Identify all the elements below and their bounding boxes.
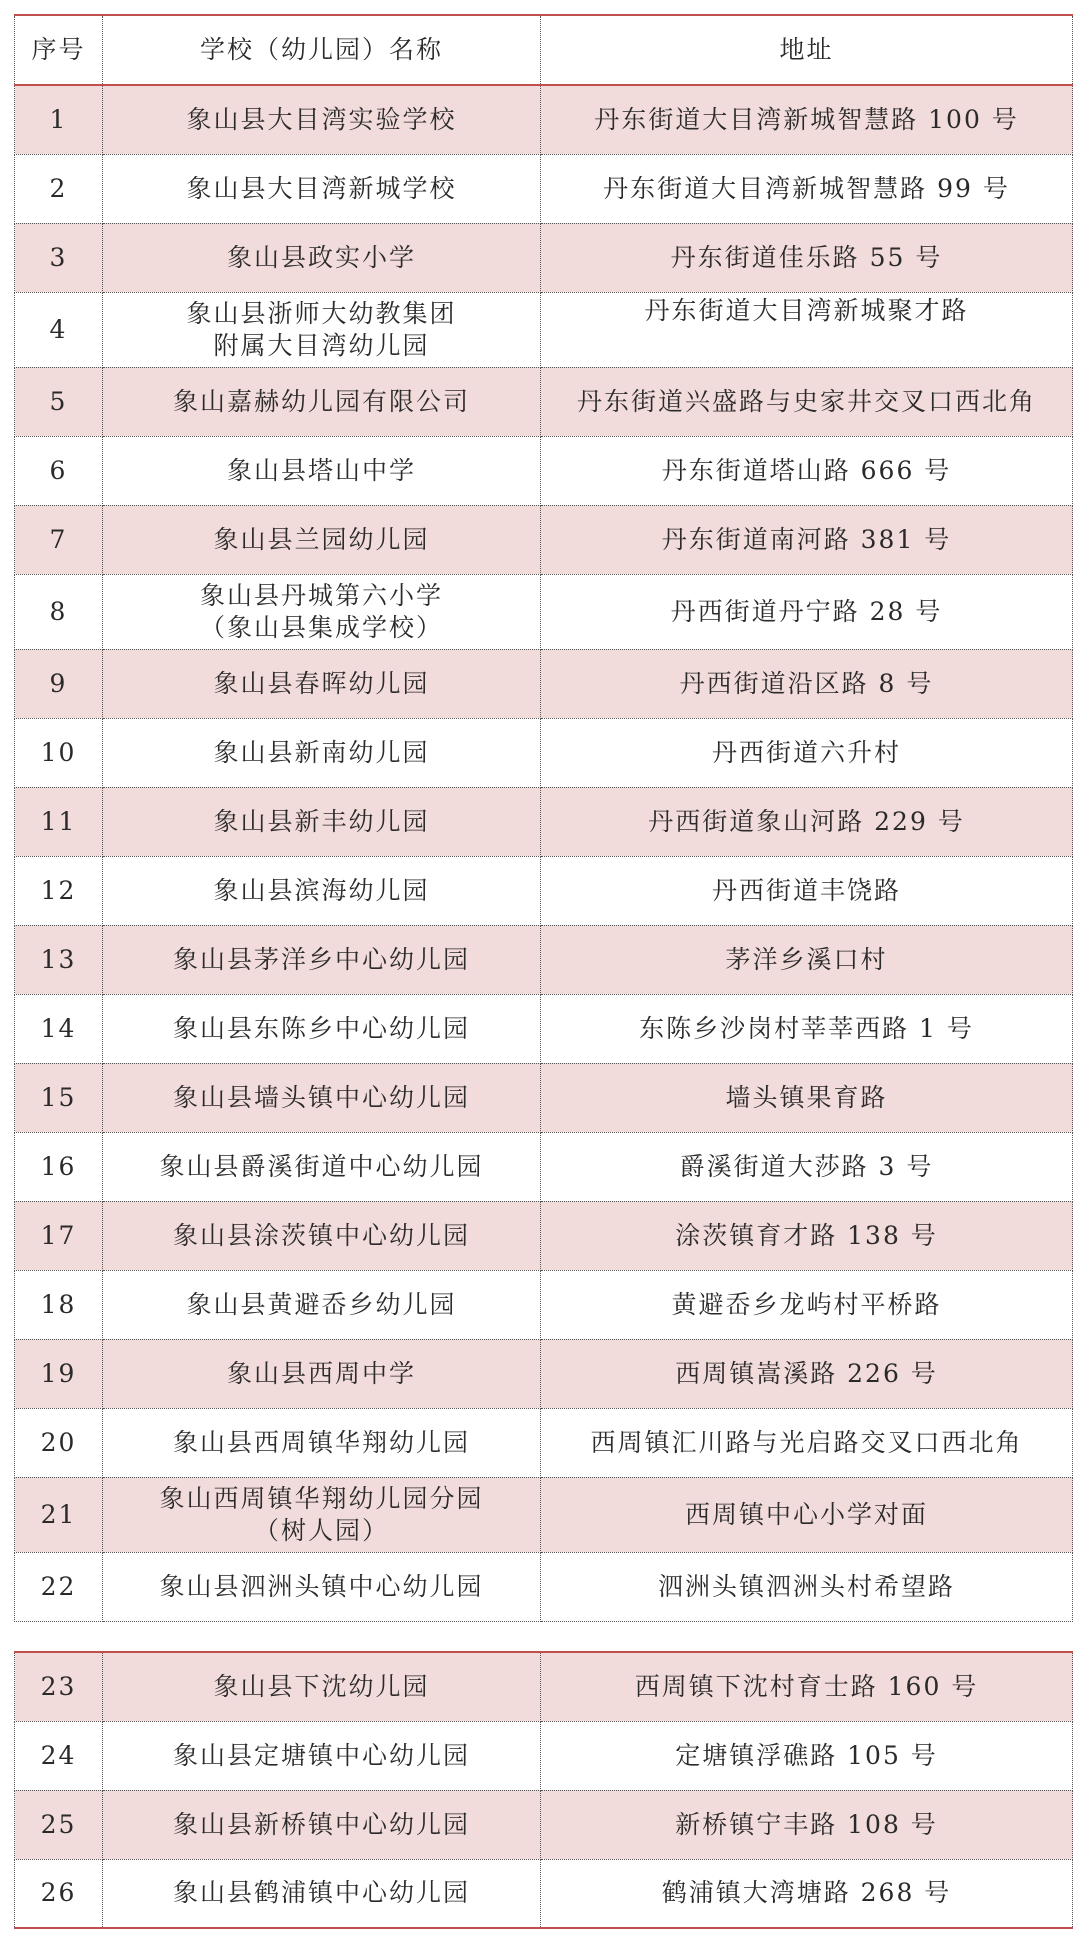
cell-address: 东陈乡沙岗村莘莘西路 1 号 xyxy=(541,994,1073,1063)
cell-no: 5 xyxy=(15,367,103,436)
cell-no: 2 xyxy=(15,154,103,223)
cell-address: 西周镇汇川路与光启路交叉口西北角 xyxy=(541,1408,1073,1477)
cell-no: 13 xyxy=(15,925,103,994)
table-row xyxy=(15,787,1073,856)
cell-no: 19 xyxy=(15,1339,103,1408)
cell-no: 20 xyxy=(15,1408,103,1477)
table-row xyxy=(15,1859,1073,1928)
cell-no: 23 xyxy=(15,1652,103,1721)
cell-name: 象山县黄避岙乡幼儿园 xyxy=(103,1270,541,1339)
cell-name: 象山县塔山中学 xyxy=(103,436,541,505)
cell-name-line: 附属大目湾幼儿园 xyxy=(213,330,430,360)
cell-address: 丹东街道兴盛路与史家井交叉口西北角 xyxy=(541,367,1073,436)
cell-name: 象山县春晖幼儿园 xyxy=(103,649,541,718)
cell-address: 茅洋乡溪口村 xyxy=(541,925,1073,994)
table-row xyxy=(15,1408,1073,1477)
table-row xyxy=(15,994,1073,1063)
cell-address: 墙头镇果育路 xyxy=(541,1063,1073,1132)
cell-no: 14 xyxy=(15,994,103,1063)
cell-name: 象山县新南幼儿园 xyxy=(103,718,541,787)
cell-name: 象山县兰园幼儿园 xyxy=(103,505,541,574)
cell-name-line: （象山县集成学校） xyxy=(199,612,443,642)
cell-no: 9 xyxy=(15,649,103,718)
cell-no: 21 xyxy=(15,1477,103,1552)
cell-no: 15 xyxy=(15,1063,103,1132)
cell-no: 3 xyxy=(15,223,103,292)
cell-address: 定塘镇浮礁路 105 号 xyxy=(541,1721,1073,1790)
table-row xyxy=(15,649,1073,718)
cell-name: 象山县滨海幼儿园 xyxy=(103,856,541,925)
table-row xyxy=(15,856,1073,925)
cell-name: 象山县下沈幼儿园 xyxy=(103,1652,541,1721)
cell-address: 丹东街道大目湾新城智慧路 99 号 xyxy=(541,154,1073,223)
cell-no: 24 xyxy=(15,1721,103,1790)
table-row xyxy=(15,367,1073,436)
cell-name: 象山嘉赫幼儿园有限公司 xyxy=(103,367,541,436)
cell-name: 象山县东陈乡中心幼儿园 xyxy=(103,994,541,1063)
cell-no: 7 xyxy=(15,505,103,574)
cell-no: 17 xyxy=(15,1201,103,1270)
header-address: 地址 xyxy=(541,15,1073,85)
table-row xyxy=(15,1477,1073,1552)
cell-name xyxy=(103,1477,541,1552)
table-row xyxy=(15,1652,1073,1721)
cell-no: 6 xyxy=(15,436,103,505)
cell-name: 象山县涂茨镇中心幼儿园 xyxy=(103,1201,541,1270)
school-table-main xyxy=(14,14,1073,1622)
cell-no: 16 xyxy=(15,1132,103,1201)
header-no: 序号 xyxy=(15,15,103,85)
cell-no: 25 xyxy=(15,1790,103,1859)
cell-name: 象山县墙头镇中心幼儿园 xyxy=(103,1063,541,1132)
cell-address: 丹西街道丰饶路 xyxy=(541,856,1073,925)
table-row xyxy=(15,1790,1073,1859)
cell-address: 丹西街道六升村 xyxy=(541,718,1073,787)
cell-no: 22 xyxy=(15,1552,103,1621)
table-header-row xyxy=(15,15,1073,85)
cell-address: 西周镇下沈村育士路 160 号 xyxy=(541,1652,1073,1721)
cell-name: 象山县西周镇华翔幼儿园 xyxy=(103,1408,541,1477)
cell-name: 象山县新桥镇中心幼儿园 xyxy=(103,1790,541,1859)
table-row xyxy=(15,1270,1073,1339)
table-row xyxy=(15,505,1073,574)
cell-name: 象山县爵溪街道中心幼儿园 xyxy=(103,1132,541,1201)
cell-address: 丹东街道塔山路 666 号 xyxy=(541,436,1073,505)
table-row xyxy=(15,436,1073,505)
cell-name: 象山县定塘镇中心幼儿园 xyxy=(103,1721,541,1790)
cell-name: 象山县鹤浦镇中心幼儿园 xyxy=(103,1859,541,1928)
cell-no: 8 xyxy=(15,574,103,649)
cell-address: 丹东街道大目湾新城智慧路 100 号 xyxy=(541,85,1073,154)
cell-name: 象山县大目湾新城学校 xyxy=(103,154,541,223)
cell-name-line: 象山西周镇华翔幼儿园分园 xyxy=(159,1483,484,1513)
table-row xyxy=(15,1552,1073,1621)
cell-address: 丹东街道佳乐路 55 号 xyxy=(541,223,1073,292)
cell-name-line: 象山县浙师大幼教集团 xyxy=(186,298,457,328)
cell-address: 西周镇中心小学对面 xyxy=(541,1477,1073,1552)
table-row xyxy=(15,292,1073,367)
cell-no: 26 xyxy=(15,1859,103,1928)
table-row xyxy=(15,223,1073,292)
cell-name: 象山县泗洲头镇中心幼儿园 xyxy=(103,1552,541,1621)
table-row xyxy=(15,574,1073,649)
table-row xyxy=(15,718,1073,787)
table-row xyxy=(15,925,1073,994)
cell-no: 4 xyxy=(15,292,103,367)
table-row xyxy=(15,1063,1073,1132)
cell-address: 黄避岙乡龙屿村平桥路 xyxy=(541,1270,1073,1339)
cell-address: 丹西街道沿区路 8 号 xyxy=(541,649,1073,718)
cell-address: 涂茨镇育才路 138 号 xyxy=(541,1201,1073,1270)
cell-name xyxy=(103,292,541,367)
cell-no: 1 xyxy=(15,85,103,154)
table-row xyxy=(15,1132,1073,1201)
cell-address: 泗洲头镇泗洲头村希望路 xyxy=(541,1552,1073,1621)
table-row xyxy=(15,1201,1073,1270)
cell-name: 象山县新丰幼儿园 xyxy=(103,787,541,856)
cell-name: 象山县茅洋乡中心幼儿园 xyxy=(103,925,541,994)
cell-address: 丹西街道丹宁路 28 号 xyxy=(541,574,1073,649)
cell-address: 丹东街道大目湾新城聚才路 xyxy=(541,292,1073,367)
cell-no: 11 xyxy=(15,787,103,856)
cell-address: 丹东街道南河路 381 号 xyxy=(541,505,1073,574)
cell-no: 18 xyxy=(15,1270,103,1339)
cell-name: 象山县政实小学 xyxy=(103,223,541,292)
cell-address: 丹西街道象山河路 229 号 xyxy=(541,787,1073,856)
cell-address: 鹤浦镇大湾塘路 268 号 xyxy=(541,1859,1073,1928)
cell-no: 10 xyxy=(15,718,103,787)
cell-address: 爵溪街道大莎路 3 号 xyxy=(541,1132,1073,1201)
school-table-continued xyxy=(14,1651,1073,1929)
table-row xyxy=(15,85,1073,154)
cell-name: 象山县大目湾实验学校 xyxy=(103,85,541,154)
cell-address: 新桥镇宁丰路 108 号 xyxy=(541,1790,1073,1859)
table-row xyxy=(15,1721,1073,1790)
table-row xyxy=(15,154,1073,223)
cell-name-line: 象山县丹城第六小学 xyxy=(199,580,443,610)
cell-no: 12 xyxy=(15,856,103,925)
cell-name-line: （树人园） xyxy=(253,1515,389,1545)
table-row xyxy=(15,1339,1073,1408)
cell-name xyxy=(103,574,541,649)
header-name: 学校（幼儿园）名称 xyxy=(103,15,541,85)
cell-address: 西周镇嵩溪路 226 号 xyxy=(541,1339,1073,1408)
cell-name: 象山县西周中学 xyxy=(103,1339,541,1408)
